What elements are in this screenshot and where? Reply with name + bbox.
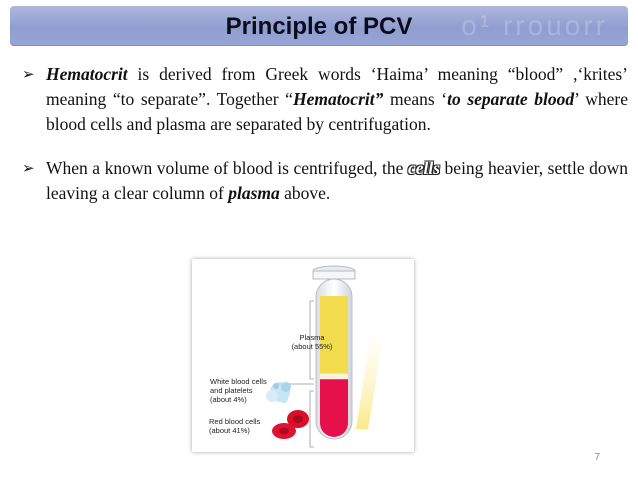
title-decoration: o¹ rrouorr <box>461 10 608 41</box>
bullet-item-centrifuge <box>22 156 628 206</box>
plasma-label-group <box>287 333 337 351</box>
wbc-percent: (about 4%) <box>210 395 247 404</box>
bullet-text-part: means ‘ <box>383 89 448 109</box>
bullet-text-part: ’ where blood cells and plasma are separated by centrifugation. <box>46 89 628 134</box>
bullet-text <box>46 64 628 134</box>
rbc-label: Red blood cells <box>209 417 261 426</box>
wbc-cluster-icon <box>266 382 291 403</box>
bullet-text-part: above. <box>279 183 331 203</box>
slide-title: Principle of PCV <box>225 13 413 40</box>
bullet-text-part: plasma <box>228 183 280 203</box>
bullet-list <box>22 62 628 206</box>
rbc-label-group <box>209 417 260 435</box>
bullet-text-part: Hematocrit <box>46 64 128 84</box>
bullet-item-hematocrit <box>22 62 628 137</box>
page-number: 7 <box>594 452 600 463</box>
arrow-bullet-icon: ➢ <box>22 65 35 83</box>
rbc-bracket <box>310 391 314 447</box>
plasma-label: Plasma <box>299 333 325 342</box>
title-bar <box>10 6 628 46</box>
plasma-percent: (about 55%) <box>291 342 333 351</box>
bullet-text-part: When a known volume of blood is centrifuged, the <box>46 158 408 178</box>
blood-tube-figure <box>192 259 414 452</box>
bullet-text-part: Hematocrit” <box>292 89 384 109</box>
red-cell-layer <box>320 379 348 437</box>
rbc-percent: (about 41%) <box>209 426 250 435</box>
bullet-text <box>46 158 628 203</box>
tube-lip <box>313 271 355 279</box>
bullet-text-part: to separate blood <box>447 89 575 109</box>
test-tube <box>313 266 355 439</box>
bullet-text-part: cells <box>407 158 441 178</box>
arrow-bullet-icon: ➢ <box>22 159 35 177</box>
wbc-label-line1: White blood cells <box>210 377 267 386</box>
rbc-cells-icon <box>272 410 309 439</box>
wbc-label-line2: and platelets <box>210 386 253 395</box>
bullet-text-part: is derived from Greek words ‘Haima’ meaning “blood” ,‘krites’ meaning “to separate”. Together “ <box>46 64 628 109</box>
wbc-label-group <box>210 377 267 404</box>
bullet-text-part: being heavier, settle down leaving a clear column of <box>46 158 628 203</box>
buffy-coat-layer <box>320 374 348 380</box>
light-ray-shape <box>356 333 384 429</box>
